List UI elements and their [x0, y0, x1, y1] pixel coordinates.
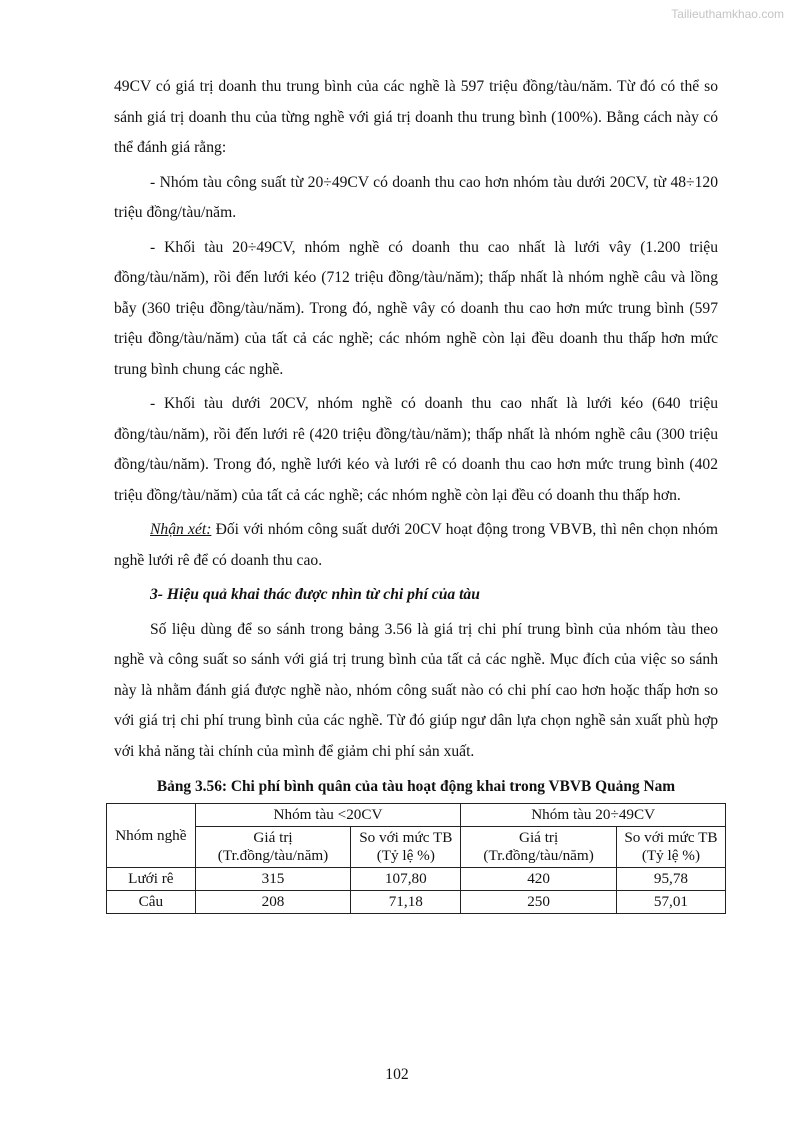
- header-ratio-1: So với mức TB (Tỷ lệ %): [351, 827, 461, 868]
- cost-table: [106, 803, 726, 914]
- remark-paragraph: [114, 515, 718, 576]
- row-ratio-2: 57,01: [616, 891, 725, 914]
- table-row: [107, 868, 726, 891]
- paragraph-1: 49CV có giá trị doanh thu trung bình của các nghề là 597 triệu đồng/tàu/năm. Từ đó có thể so sánh giá trị doanh thu của từng nghề với giá trị doanh thu trung bình (100%). Bằng cách này có thể đánh giá rằng:: [114, 78, 718, 156]
- row-name: Lưới rê: [107, 868, 196, 891]
- table-row: [107, 891, 726, 914]
- paragraph-4: - Khối tàu dưới 20CV, nhóm nghề có doanh thu cao nhất là lưới kéo (640 triệu đồng/tàu/năm), rồi đến lưới rê (420 triệu đồng/tàu/năm); thấp nhất là nhóm nghề câu (300 triệu đồng/tàu/năm). Trong đó, nghề lưới kéo và lưới rê có doanh thu cao hơn mức trung bình (402 triệu đồng/tàu/năm) của tất cả các nghề; các nhóm nghề còn lại đều có doanh thu thấp hơn.: [114, 395, 718, 504]
- watermark: Tailieuthamkhao.com: [671, 7, 784, 21]
- row-ratio-1: 107,80: [351, 868, 461, 891]
- remark-text: Đối với nhóm công suất dưới 20CV hoạt động trong VBVB, thì nên chọn nhóm nghề lưới rê để có doanh thu cao.: [114, 521, 718, 569]
- paragraph-3: - Khối tàu 20÷49CV, nhóm nghề có doanh thu cao nhất là lưới vây (1.200 triệu đồng/tàu/năm), rồi đến lưới kéo (712 triệu đồng/tàu/năm); thấp nhất là nhóm nghề câu và lồng bẫy (360 triệu đồng/tàu/năm). Trong đó, nghề vây có doanh thu cao hơn mức trung bình (597 triệu đồng/tàu/năm) của tất cả các nghề; các nhóm nghề còn lại đều doanh thu thấp hơn mức trung bình chung các nghề.: [114, 238, 718, 378]
- row-value-1: 208: [195, 891, 351, 914]
- remark-label: Nhận xét:: [150, 521, 212, 538]
- row-value-1: 315: [195, 868, 351, 891]
- header-group: Nhóm nghề: [107, 804, 196, 868]
- paragraph-5: Số liệu dùng để so sánh trong bảng 3.56 là giá trị chi phí trung bình của nhóm tàu theo nghề và công suất so sánh với giá trị trung bình của tất cả các nghề. Mục đích của việc so sánh này là nhằm đánh giá được nghề nào, nhóm công suất nào có chi phí cao hơn hoặc thấp hơn so với giá trị chi phí trung bình của các nghề. Từ đó giúp ngư dân lựa chọn nghề sản xuất phù hợp với khả năng tài chính của mình để giảm chi phí sản xuất.: [114, 620, 718, 760]
- row-value-2: 250: [461, 891, 617, 914]
- row-value-2: 420: [461, 868, 617, 891]
- row-ratio-1: 71,18: [351, 891, 461, 914]
- table-caption: Bảng 3.56: Chi phí bình quân của tàu hoạt động khai trong VBVB Quảng Nam: [156, 778, 676, 795]
- header-ratio-2: So với mức TB (Tỷ lệ %): [616, 827, 725, 868]
- page-content: [114, 72, 718, 914]
- header-value-1: Giá trị (Tr.đồng/tàu/năm): [195, 827, 351, 868]
- page-number: 102: [385, 1066, 409, 1083]
- header-group-1: Nhóm tàu <20CV: [195, 804, 461, 827]
- row-name: Câu: [107, 891, 196, 914]
- row-ratio-2: 95,78: [616, 868, 725, 891]
- header-value-2: Giá trị (Tr.đồng/tàu/năm): [461, 827, 617, 868]
- paragraph-2: - Nhóm tàu công suất từ 20÷49CV có doanh thu cao hơn nhóm tàu dưới 20CV, từ 48÷120 triệu đồng/tàu/năm.: [114, 173, 718, 221]
- header-group-2: Nhóm tàu 20÷49CV: [461, 804, 726, 827]
- section-title: 3- Hiệu quả khai thác được nhìn từ chi phí của tàu: [150, 586, 480, 603]
